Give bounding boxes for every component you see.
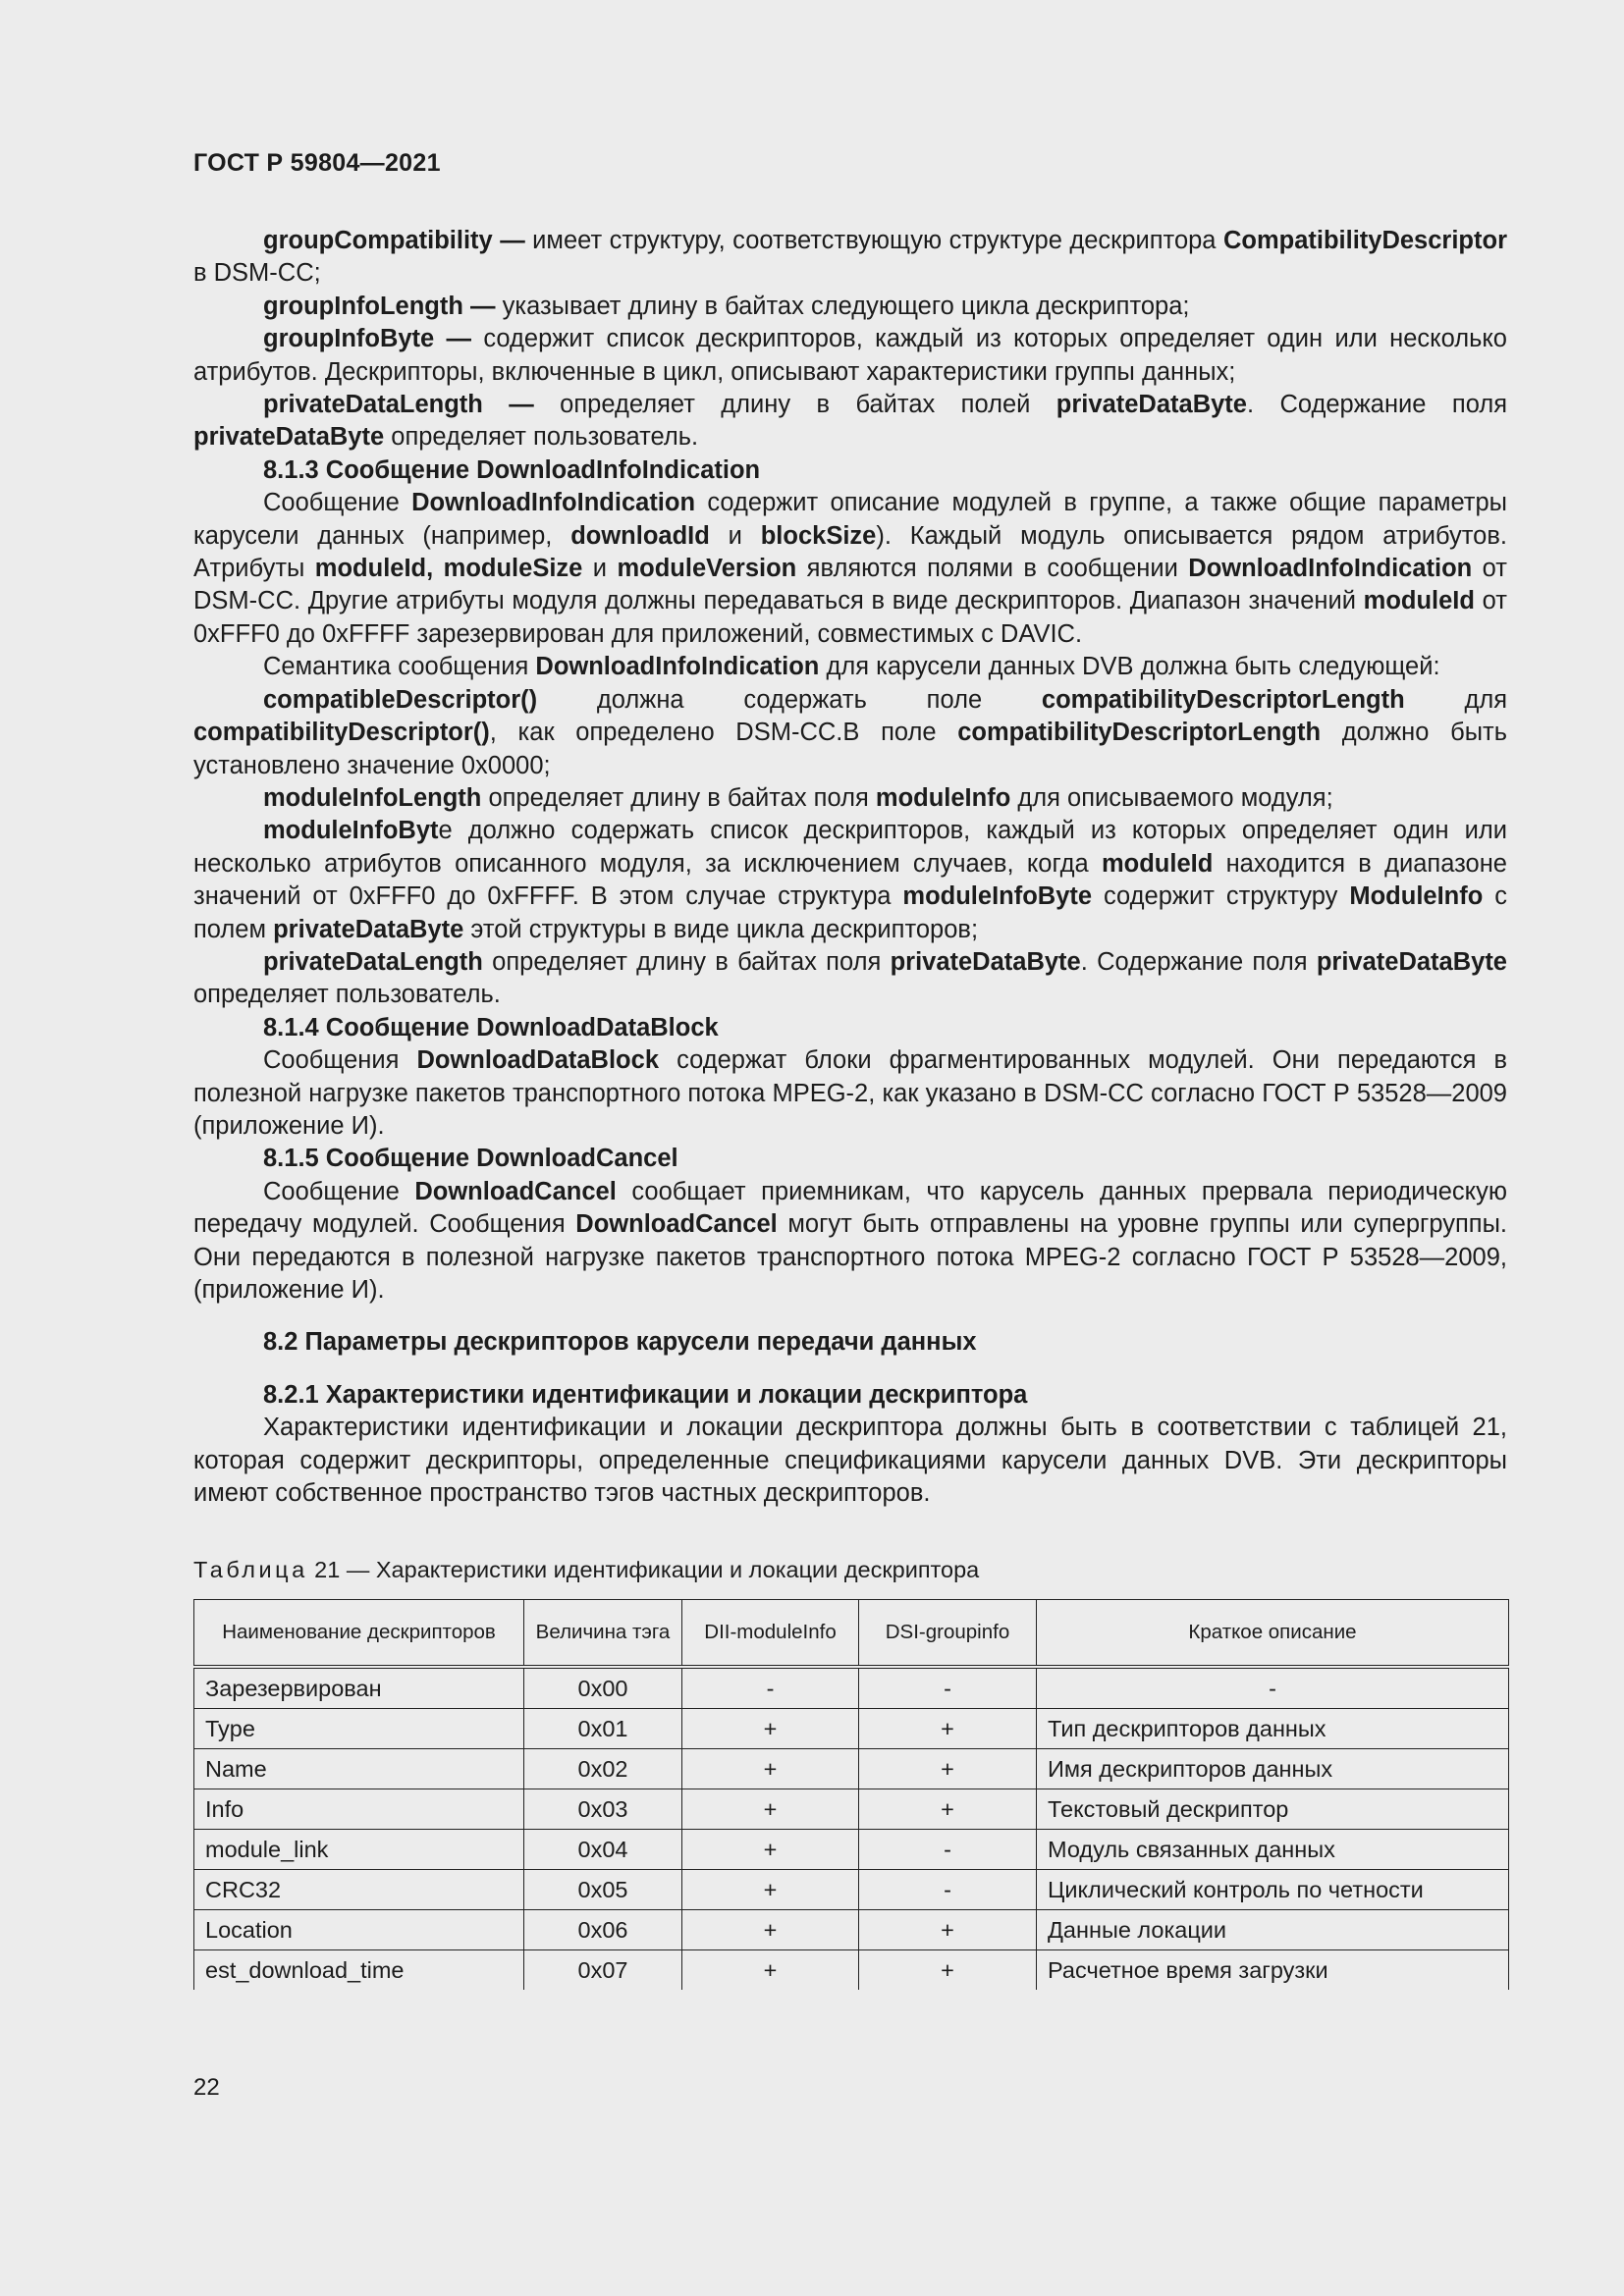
table-cell: Location [194, 1910, 524, 1950]
table-header-cell: DII-moduleInfo [682, 1600, 859, 1668]
paragraph-download-data-block [193, 1044, 1507, 1143]
text: и [709, 521, 761, 550]
table-cell: + [682, 1870, 859, 1910]
text: указывает длину в байтах следующего цикла дескриптора; [495, 292, 1190, 320]
table-cell: + [859, 1910, 1037, 1950]
paragraph-group-info-byte [193, 323, 1507, 389]
table-header-cell: Наименование дескрипторов [194, 1600, 524, 1668]
term: moduleInfoLength [263, 783, 482, 812]
paragraph-module-info-byte [193, 815, 1507, 946]
table-row [194, 1667, 1509, 1709]
term: groupCompatibility — [263, 227, 525, 254]
table-cell: + [859, 1749, 1037, 1789]
text: содержит список дескрипторов, каждый из которых определяет один или несколько атрибутов. Дескрипторы, включенные в цикл, описывают характеристики группы данных; [193, 325, 1507, 386]
term: moduleId, moduleSize [314, 555, 583, 583]
term: privateDataLength [263, 947, 483, 976]
table-cell: est_download_time [194, 1950, 524, 1991]
term: ModuleInfo [1349, 882, 1484, 911]
table-cell: Info [194, 1789, 524, 1830]
text: в DSM-CC; [193, 259, 321, 288]
table-row [194, 1789, 1509, 1830]
table-cell: module_link [194, 1830, 524, 1870]
table-cell: - [682, 1667, 859, 1709]
table-cell: - [859, 1830, 1037, 1870]
text: могут быть отправлены на уровне группы или супергруппы. Они передаются в полезной нагрузке пакетов транспортного потока MPEG-2 согласно ГОСТ Р 53528—2009, (приложение И). [193, 1210, 1507, 1304]
text: e должно содержать список дескрипторов, каждый из которых определяет один или несколько атрибутов описанного модуля, за исключением случаев, когда [193, 817, 1507, 878]
text: , как определено DSM-CC.В поле [489, 719, 958, 747]
paragraph-module-info-length [193, 782, 1507, 815]
text: определяет пользователь. [384, 423, 699, 452]
table-cell: Расчетное время загрузки [1037, 1950, 1509, 1991]
section-heading-8-2: 8.2 Параметры дескрипторов карусели передачи данных [263, 1328, 977, 1357]
table-cell: + [859, 1789, 1037, 1830]
table-cell: + [682, 1709, 859, 1749]
text: Сообщение [263, 489, 412, 517]
term: privateDataByte [273, 915, 464, 943]
document-body [193, 225, 1507, 1510]
table-cell: Type [194, 1709, 524, 1749]
term: privateDataLength — [263, 391, 534, 419]
section-heading-8-1-5: 8.1.5 Сообщение DownloadCancel [263, 1145, 678, 1173]
term: DownloadInfoIndication [1188, 555, 1473, 583]
term: downloadId [570, 521, 710, 550]
table-caption-label: Таблица [193, 1557, 308, 1582]
paragraph-group-info-length [193, 291, 1507, 323]
term: groupInfoLength — [263, 292, 496, 320]
paragraph-private-data-length [193, 389, 1507, 454]
table-cell: 0x04 [524, 1830, 682, 1870]
table-cell: Модуль связанных данных [1037, 1830, 1509, 1870]
term: moduleVersion [617, 555, 797, 583]
table-row [194, 1749, 1509, 1789]
page-number: 22 [193, 2074, 220, 2101]
table-row [194, 1870, 1509, 1910]
text: определяет длину в байтах полей [533, 391, 1056, 419]
term: moduleInfoByte [902, 882, 1093, 911]
table-cell: 0x02 [524, 1749, 682, 1789]
table-cell: 0x07 [524, 1950, 682, 1991]
text: определяет длину в байтах поля [481, 783, 876, 812]
text: Семантика сообщения [263, 653, 536, 681]
term: DownloadInfoIndication [411, 489, 696, 517]
table-cell: + [859, 1709, 1037, 1749]
term: DownloadCancel [414, 1177, 617, 1205]
term: moduleId [1363, 587, 1475, 615]
term: privateDataByte [1056, 391, 1247, 419]
table-row [194, 1830, 1509, 1870]
section-heading-8-1-4: 8.1.4 Сообщение DownloadDataBlock [263, 1013, 719, 1041]
text: должна содержать поле [537, 685, 1042, 714]
paragraph-semantics [193, 651, 1507, 683]
text: содержит описание модулей в группе, а также общие параметры карусели данных (например, [193, 489, 1507, 550]
table-cell: + [859, 1950, 1037, 1991]
term: privateDataByte [890, 947, 1081, 976]
table-cell: Данные локации [1037, 1910, 1509, 1950]
paragraph-private-data-length-2 [193, 946, 1507, 1012]
text: находится в диапазоне значений от 0xFFF0 до 0xFFFF. В этом случае структура [193, 849, 1507, 911]
table-row [194, 1709, 1509, 1749]
text: для карусели данных DVB должна быть следующей: [819, 653, 1440, 681]
term: DownloadCancel [575, 1210, 778, 1239]
text: для [1404, 685, 1508, 714]
table-cell: + [682, 1749, 859, 1789]
term: compatibilityDescriptor() [193, 719, 490, 747]
table-header-cell: DSI-groupinfo [859, 1600, 1037, 1668]
paragraph-download-info-indication [193, 487, 1507, 651]
text: Сообщение [263, 1177, 415, 1205]
table-cell: + [682, 1950, 859, 1991]
document-code-header: ГОСТ Р 59804—2021 [193, 149, 441, 177]
term: compatibilityDescriptorLength [957, 719, 1322, 747]
term: moduleId [1101, 849, 1214, 878]
table-cell: 0x06 [524, 1910, 682, 1950]
term: DownloadInfoIndication [535, 653, 820, 681]
table-cell: Тип дескрипторов данных [1037, 1709, 1509, 1749]
table-cell: + [682, 1830, 859, 1870]
text: содержит структуру [1092, 882, 1350, 911]
text: с полем [193, 882, 1507, 943]
text: определяет пользователь. [193, 981, 501, 1009]
text: содержат блоки фрагментированных модулей. Они передаются в полезной нагрузке пакетов транспортного потока MPEG-2, как указано в DSM-CC согласно ГОСТ Р 53528—2009 (приложение И). [193, 1046, 1508, 1140]
section-heading-8-2-1: 8.2.1 Характеристики идентификации и локации дескриптора [263, 1380, 1028, 1409]
text: . Содержание поля [1080, 947, 1317, 976]
table-caption [193, 1557, 979, 1583]
table-row [194, 1950, 1509, 1991]
text: от DSM-CC. Другие атрибуты модуля должны передаваться в виде дескрипторов. Диапазон значений [193, 555, 1507, 615]
term: compatibleDescriptor() [263, 685, 538, 714]
table-cell: Циклический контроль по четности [1037, 1870, 1509, 1910]
text: и [582, 555, 618, 583]
table-cell: 0x03 [524, 1789, 682, 1830]
text: имеет структуру, соответствующую структуре дескриптора [524, 227, 1223, 254]
table-cell: - [1037, 1667, 1509, 1709]
text: Сообщения [263, 1046, 417, 1075]
table-cell: - [859, 1870, 1037, 1910]
table-caption-title: 21 — Характеристики идентификации и локации дескриптора [307, 1557, 980, 1582]
term: privateDataByte [1316, 947, 1507, 976]
text: . Содержание поля [1246, 391, 1508, 419]
table-cell: - [859, 1667, 1037, 1709]
table-cell: 0x05 [524, 1870, 682, 1910]
paragraph-download-cancel [193, 1176, 1507, 1308]
table-row [194, 1910, 1509, 1950]
term: groupInfoByte — [263, 325, 472, 353]
term: moduleInfoByt [263, 817, 439, 845]
text: должно быть установлено значение 0x0000; [193, 719, 1507, 779]
paragraph-group-compatibility [193, 225, 1507, 291]
table-cell: Name [194, 1749, 524, 1789]
text: сообщает приемникам, что карусель данных прервала периодическую передачу модулей. Сообщения [193, 1177, 1507, 1239]
paragraph-identification-characteristics: Характеристики идентификации и локации дескриптора должны быть в соответствии с таблицей 21, которая содержит дескрипторы, определенные спецификациями карусели данных DVB. Эти дескрипторы имеют собственное пространство тэгов частных дескрипторов. [193, 1414, 1507, 1508]
table-cell: + [682, 1910, 859, 1950]
term: DownloadDataBlock [416, 1046, 660, 1075]
text: определяет длину в байтах поля [482, 947, 891, 976]
table-cell: 0x01 [524, 1709, 682, 1749]
table-cell: Зарезервирован [194, 1667, 524, 1709]
descriptor-table [193, 1599, 1509, 1990]
table-header-cell: Краткое описание [1037, 1600, 1509, 1668]
text: этой структуры в виде цикла дескрипторов; [463, 915, 979, 943]
table-cell: 0x00 [524, 1667, 682, 1709]
table-header-cell: Величина тэга [524, 1600, 682, 1668]
paragraph-compatible-descriptor [193, 684, 1507, 782]
table-cell: CRC32 [194, 1870, 524, 1910]
table-cell: Текстовый дескриптор [1037, 1789, 1509, 1830]
term: CompatibilityDescriptor [1222, 227, 1507, 254]
table-header-row [194, 1600, 1509, 1668]
text: являются полями в сообщении [796, 555, 1189, 583]
table-cell: Имя дескрипторов данных [1037, 1749, 1509, 1789]
section-heading-8-1-3: 8.1.3 Сообщение DownloadInfoIndication [263, 455, 761, 484]
term: privateDataByte [193, 423, 385, 452]
text: от 0xFFF0 до 0xFFFF зарезервирован для приложений, совместимых с DAVIC. [193, 587, 1507, 648]
term: moduleInfo [875, 783, 1011, 812]
term: compatibilityDescriptorLength [1041, 685, 1405, 714]
text: ). Каждый модуль описывается рядом атрибутов. Атрибуты [193, 521, 1507, 583]
text: для описываемого модуля; [1010, 783, 1333, 812]
term: blockSize [760, 521, 877, 550]
table-cell: + [682, 1789, 859, 1830]
